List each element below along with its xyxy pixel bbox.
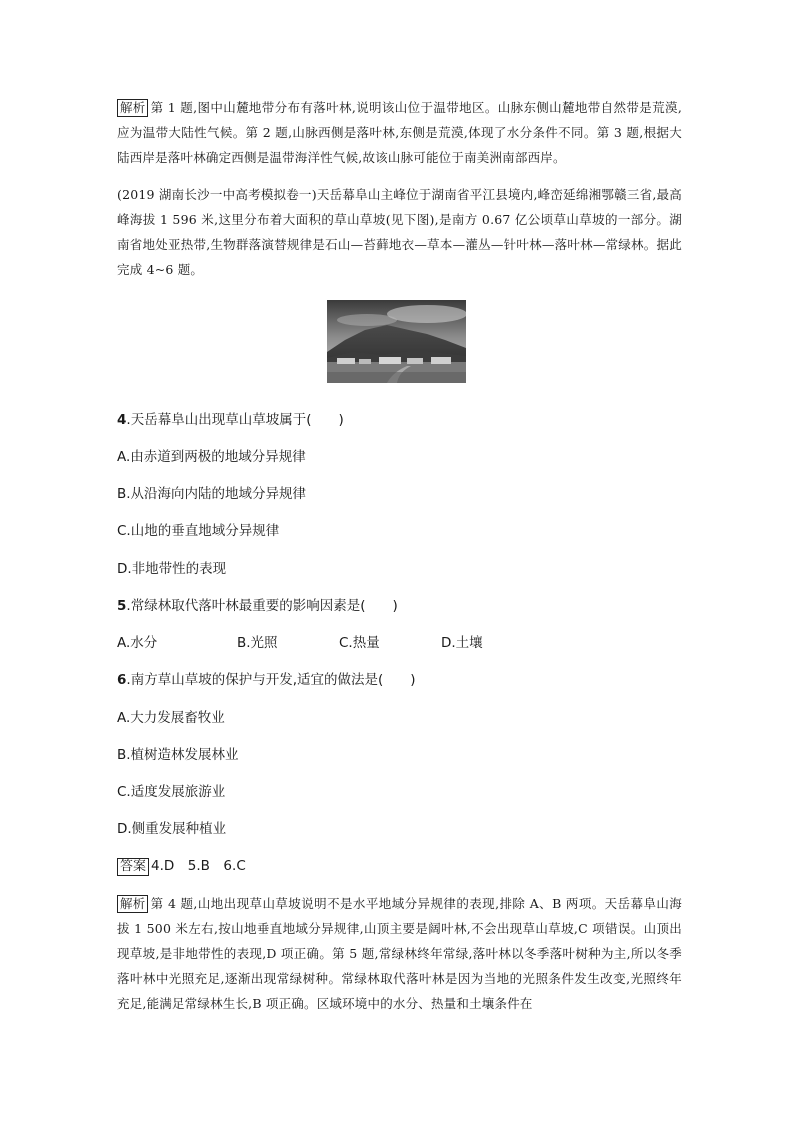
explanation-text: 第 4 题,山地出现草山草坡说明不是水平地域分异规律的表现,排除 A、B 两项。天岳幕阜山海拔 1 500 米左右,按山地垂直地域分异规律,山顶主要是阔叶林,不会出现草山草坡,C 项错误。山顶出现草坡,是非地带性的表现,D 项正确。第 5 题,常绿林终年常绿,落叶林以冬季落叶树种为主,所以冬季落叶林中光照充足,逐渐出现常绿树种。常绿林取代落叶林是因为当地的光照条件发生改变,光照终年充足,能满足常绿林生长,B 项正确。区域环境中的水分、热量和土壤条件在 xyxy=(117,896,682,1011)
question-5-option-c: C.热量 xyxy=(339,635,380,651)
question-number: 4 xyxy=(117,412,127,428)
question-6 xyxy=(117,670,416,690)
explanation-text: 第 1 题,图中山麓地带分布有落叶林,说明该山位于温带地区。山脉东侧山麓地带自然带是荒漠,应为温带大陆性气候。第 2 题,山脉西侧是落叶林,东侧是荒漠,体现了水分条件不同。第 3 题,根据大陆西岸是落叶林确定西侧是温带海洋性气候,故该山脉可能位于南美洲南部西岸。 xyxy=(117,100,682,165)
question-6-option-c: C.适度发展旅游业 xyxy=(117,784,226,800)
answer-line xyxy=(117,857,246,876)
question-6-option-b: B.植树造林发展林业 xyxy=(117,747,239,763)
question-5-option-a: A.水分 xyxy=(117,635,158,651)
question-4 xyxy=(117,410,344,430)
question-number: 6 xyxy=(117,672,127,688)
question-5-option-b: B.光照 xyxy=(237,635,278,651)
question-stem: .南方草山草坡的保护与开发,适宜的做法是( ) xyxy=(126,672,416,688)
explanation-tag: 解析 xyxy=(117,895,148,913)
question-number: 5 xyxy=(117,598,127,614)
question-6-option-a: A.大力发展畜牧业 xyxy=(117,710,225,726)
explanation-paragraph-2 xyxy=(117,891,682,1016)
question-stem: .常绿林取代落叶林最重要的影响因素是( ) xyxy=(126,598,398,614)
intro-text: (2019 湖南长沙一中高考模拟卷一)天岳幕阜山主峰位于湖南省平江县境内,峰峦延绵湘鄂赣三省,最高峰海拔 1 596 米,这里分布着大面积的草山草坡(见下图),是南方 0.67 亿公顷草山草坡的一部分。湖南省地处亚热带,生物群落演替规律是石山—苔藓地衣—草本—灌丛—针叶林—落叶林—常绿林。据此完成 4~6 题。 xyxy=(117,187,682,277)
mountain-grassland-photo xyxy=(327,300,466,383)
question-4-option-c: C.山地的垂直地域分异规律 xyxy=(117,523,280,539)
answer-tag: 答案 xyxy=(117,858,149,876)
question-5-option-d: D.土壤 xyxy=(441,635,483,651)
question-4-option-d: D.非地带性的表现 xyxy=(117,561,227,577)
question-5-options xyxy=(117,633,682,653)
question-5 xyxy=(117,596,398,616)
question-stem: .天岳幕阜山出现草山草坡属于( ) xyxy=(126,412,344,428)
question-intro-paragraph xyxy=(117,182,682,282)
answer-text: 4.D 5.B 6.C xyxy=(151,858,246,874)
question-4-option-a: A.由赤道到两极的地域分异规律 xyxy=(117,449,306,465)
explanation-tag: 解析 xyxy=(117,99,148,117)
question-4-option-b: B.从沿海向内陆的地域分异规律 xyxy=(117,486,307,502)
question-6-option-d: D.侧重发展种植业 xyxy=(117,821,227,837)
explanation-paragraph-1 xyxy=(117,95,682,170)
